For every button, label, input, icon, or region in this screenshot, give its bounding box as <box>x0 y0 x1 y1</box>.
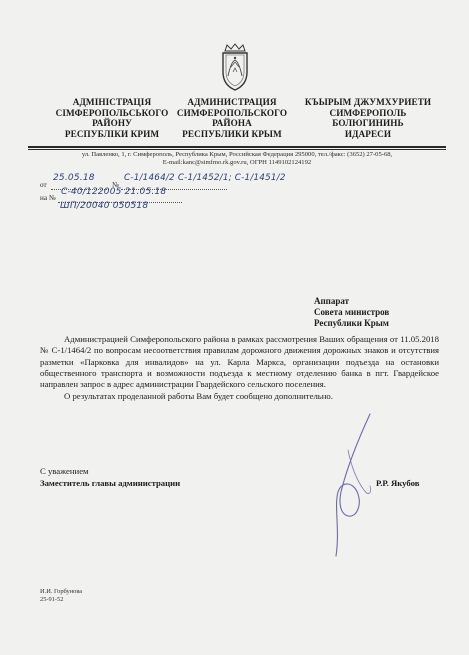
header-crh-line-1: КЪЫРЫМ ДЖУМХУРИЕТИ <box>304 97 432 107</box>
number-label: № <box>112 181 119 189</box>
executor-block <box>40 588 82 604</box>
header-ukrainian <box>48 97 176 139</box>
header-uk-line-3: РАЙОНУ <box>92 118 132 129</box>
header-crh-line-4: ИДАРЕСИ <box>344 128 392 139</box>
reply-to-label: на № <box>40 194 56 202</box>
letter-body <box>40 334 439 403</box>
body-paragraph-2: О результатах проделанной работы Вам будет сообщено дополнительно. <box>64 391 333 402</box>
addressee-block <box>314 296 389 330</box>
organization-contacts: E-mail:kanc@simfmo.rk.gov.ru, ОГРН 1149102124192 <box>162 159 312 166</box>
coat-of-arms-emblem <box>216 42 254 92</box>
addressee-line-3: Республики Крым <box>314 318 389 329</box>
header-ru-line-3: РАЙОНА <box>212 118 252 129</box>
organization-address: ул. Павленко, 1, г. Симферополь, Республика Крым, Российская Федерация 295000, тел./факс: (3652) 27-05-68, <box>81 151 393 158</box>
header-uk-line-1: АДМІНІСТРАЦІЯ <box>72 97 152 107</box>
signer-title: Заместитель главы администрации <box>40 478 181 488</box>
signer-name: Р.Р. Якубов <box>376 478 420 488</box>
header-crh-line-2: СИМФЕРОПОЛЬ <box>329 107 407 118</box>
header-uk-line-2: СІМФЕРОПОЛЬСЬКОГО <box>55 107 169 118</box>
date-label: от <box>40 181 47 189</box>
handwritten-number-3: ШП/20040 050518 <box>60 201 149 211</box>
handwritten-number-2: С-40/122005 21.05.18 <box>61 187 167 197</box>
closing-regards: С уважением <box>40 466 89 476</box>
header-russian <box>168 97 296 139</box>
header-divider-thin <box>28 149 446 150</box>
addressee-line-1: Аппарат <box>314 296 350 306</box>
handwritten-date: 25.05.18 <box>53 173 95 183</box>
executor-name: И.И. Горбунова <box>40 588 83 595</box>
body-paragraph-1: Администрацией Симферопольского района в рамках рассмотрения Ваших обращения от 11.05.2018 № С-1/1464/2 по вопросам несоответствия правилам дорожного движения дорожных знаков и отсутствия разметки «Парковка для инвалидов» на ул. Карла Маркса, организации подъезда на остановки общественного транспорта и возможности подъезда к местному отделению банка в пгт. Гвардейское направлен запрос в адрес администрации Гвардейского сельского поселения. <box>40 334 439 390</box>
header-ru-line-1: АДМИНИСТРАЦИЯ <box>187 97 277 107</box>
header-divider-thick <box>28 146 446 148</box>
executor-phone: 25-91-52 <box>40 596 64 603</box>
handwritten-number-1: С-1/1464/2 С-1/1452/1; С-1/1451/2 <box>124 173 286 183</box>
header-ru-line-4: РЕСПУБЛИКИ КРЫМ <box>182 128 282 139</box>
header-uk-line-4: РЕСПУБЛІКИ КРИМ <box>64 128 160 139</box>
header-crimean-tatar <box>304 97 432 139</box>
header-ru-line-2: СИМФЕРОПОЛЬСКОГО <box>176 107 288 118</box>
header-crh-line-3: БОЛЮГИНИНЬ <box>332 118 404 129</box>
addressee-line-2: Совета министров <box>314 307 390 318</box>
